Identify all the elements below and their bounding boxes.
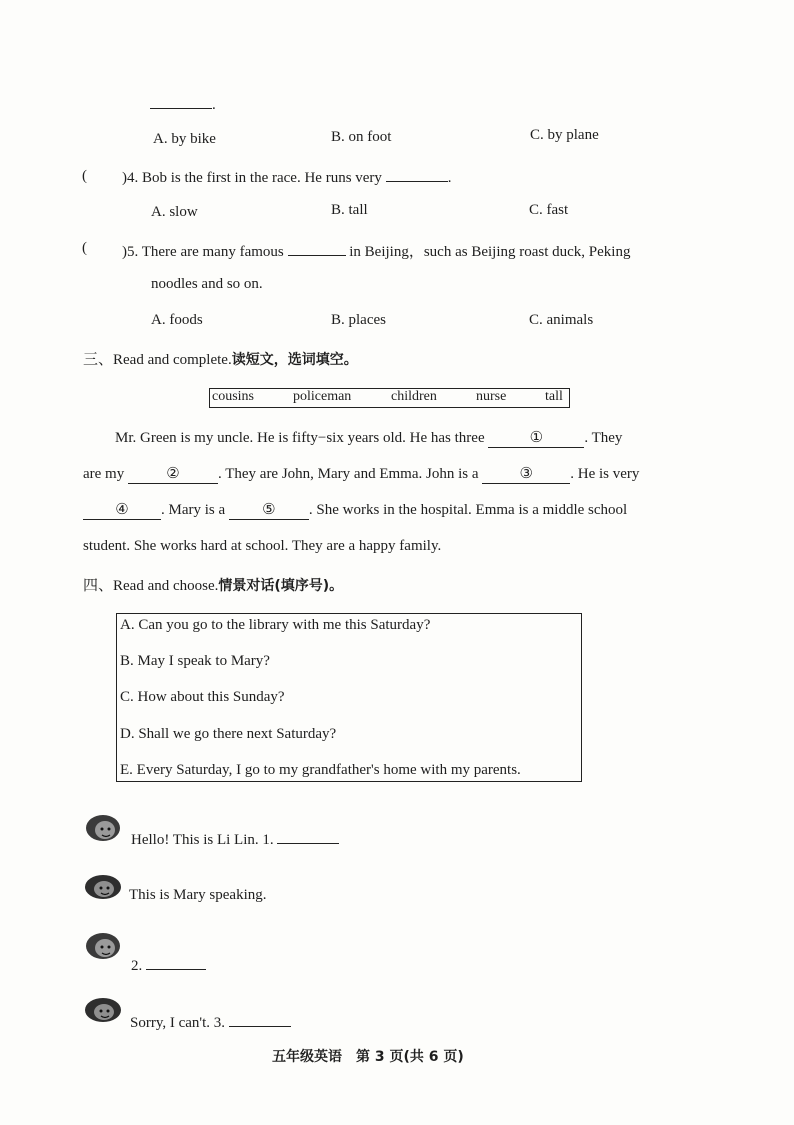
word-bank-item: cousins (212, 389, 254, 404)
passage-line-4: student. She works hard at school. They are a happy family. (83, 538, 442, 554)
boy-avatar-icon (84, 813, 122, 843)
dialog-option-c: C. How about this Sunday? (120, 689, 285, 705)
q5-question: )5. There are many famous in Beijing，such as Beijing roast duck, Peking (122, 240, 630, 261)
q4-option-b: B. tall (331, 202, 368, 218)
q3-option-a: A. by bike (153, 131, 216, 147)
word-bank-box (209, 388, 570, 408)
q5-question-line2: noodles and so on. (151, 276, 263, 292)
boy-avatar-icon (84, 931, 122, 961)
page-footer: 五年级英语 第 3 页(共 6 页) (272, 1049, 464, 1065)
word-bank-item: nurse (476, 389, 507, 404)
dialog-blank-2[interactable] (146, 955, 206, 970)
q4-option-c: C. fast (529, 202, 569, 218)
q4-blank[interactable] (386, 167, 448, 182)
q4-option-a: A. slow (151, 204, 198, 220)
dialog-line-3: 2. (131, 955, 206, 975)
dialog-option-b: B. May I speak to Mary? (120, 653, 270, 669)
q5-blank[interactable] (288, 241, 346, 256)
dialog-blank-1[interactable] (277, 829, 339, 844)
passage-line-1: Mr. Green is my uncle. He is fifty−six years old. He has three ① . They (115, 430, 623, 446)
q4-answer-paren[interactable]: ( (82, 168, 87, 184)
dialog-line-1: Hello! This is Li Lin. 1. (131, 829, 339, 849)
q3-option-b: B. on foot (331, 129, 392, 145)
word-bank-item: tall (545, 389, 563, 404)
passage-blank-2[interactable]: ② (128, 466, 218, 484)
q4-question: )4. Bob is the first in the race. He runs very . (122, 167, 451, 187)
q5-option-c: C. animals (529, 312, 594, 328)
q3-option-c: C. by plane (530, 127, 599, 143)
passage-blank-4[interactable]: ④ (83, 502, 161, 520)
passage-blank-5[interactable]: ⑤ (229, 502, 309, 520)
q5-option-a: A. foods (151, 312, 203, 328)
dialog-line-2: This is Mary speaking. (129, 887, 267, 903)
girl-avatar-icon (84, 872, 122, 902)
q5-option-b: B. places (331, 312, 386, 328)
q3-answer-line[interactable]: . (150, 94, 216, 114)
dialog-options-box (116, 613, 582, 782)
word-bank-item: policeman (293, 389, 352, 404)
dialog-option-a: A. Can you go to the library with me this Saturday? (120, 617, 431, 633)
passage-blank-1[interactable]: ① (488, 430, 584, 448)
dialog-option-d: D. Shall we go there next Saturday? (120, 726, 337, 742)
dialog-option-e: E. Every Saturday, I go to my grandfather's home with my parents. (120, 762, 521, 778)
passage-line-2: are my ② . They are John, Mary and Emma. John is a ③ . He is very (83, 466, 640, 482)
passage-blank-3[interactable]: ③ (482, 466, 570, 484)
section4-heading: 四、Read and choose.情景对话(填序号)。 (83, 578, 344, 594)
dialog-blank-3[interactable] (229, 1012, 291, 1027)
dialog-line-4: Sorry, I can't. 3. (130, 1012, 291, 1032)
girl-avatar-icon (84, 995, 122, 1025)
passage-line-3: ④ . Mary is a ⑤ . She works in the hospital. Emma is a middle school (83, 502, 627, 520)
section3-heading: 三、Read and complete.读短文，选词填空。 (83, 352, 358, 368)
word-bank-item: children (391, 389, 437, 404)
q5-answer-paren[interactable]: ( (82, 240, 87, 256)
